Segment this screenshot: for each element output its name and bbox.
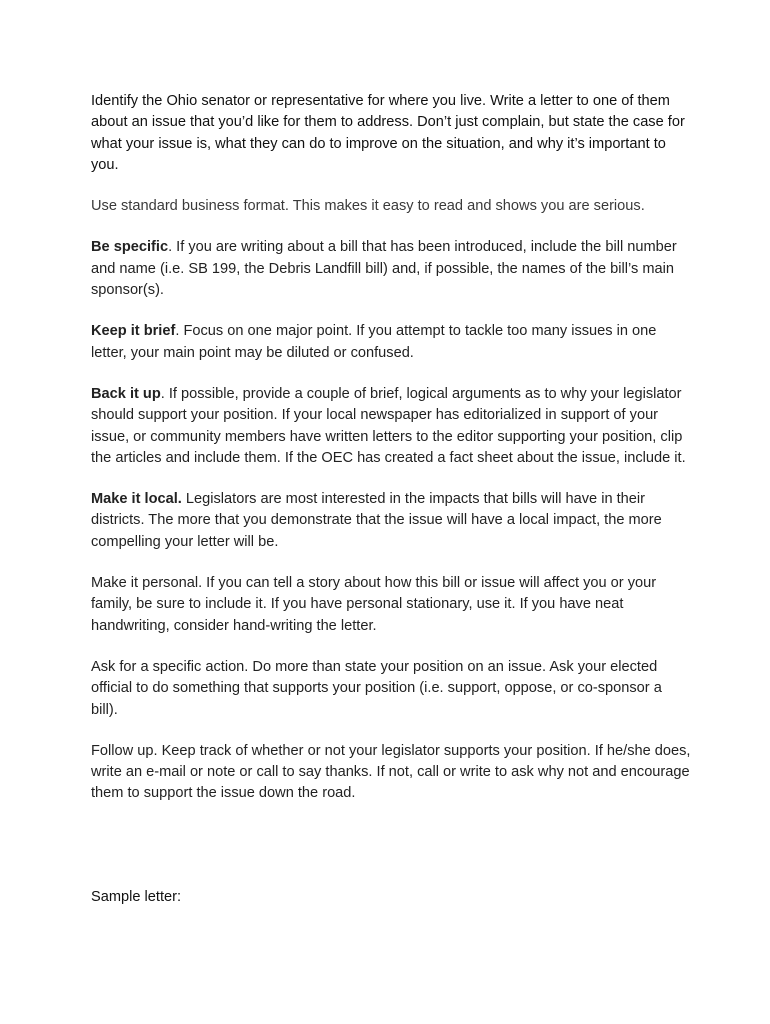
- tip-text: . If possible, provide a couple of brief, logical arguments as to why your legislator should support your position. If your local newspaper has editorialized in support of your issue, or community members have written letters to the editor supporting your position, clip the articles and include them. If the OEC has created a fact sheet about the issue, include it.: [91, 385, 686, 466]
- tip-heading: Make it local.: [91, 491, 182, 508]
- tip-back-it-up: [91, 384, 691, 469]
- tip-keep-it-brief: [91, 321, 691, 364]
- tip-follow-up: Follow up. Keep track of whether or not your legislator supports your position. If he/she does, write an e-mail or note or call to say thanks. If not, call or write to ask why not and encourage them to support the issue down the road.: [91, 742, 691, 802]
- sample-letter-label: Sample letter:: [91, 889, 182, 905]
- tip-be-specific: [91, 237, 691, 301]
- document-body: [91, 91, 691, 825]
- tip-text: . If you are writing about a bill that has been introduced, include the bill number and name (i.e. SB 199, the Debris Landfill bill) and, if possible, the names of the bill’s main sponsor(s).: [91, 239, 677, 299]
- tip-heading: Keep it brief: [91, 323, 176, 340]
- tip-ask-for-action: Ask for a specific action. Do more than state your position on an issue. Ask your elected official to do something that supports your position (i.e. support, oppose, or co-sponsor a bill).: [91, 658, 662, 718]
- tip-heading: Back it up: [91, 385, 161, 402]
- tip-text: Legislators are most interested in the impacts that bills will have in their districts. The more that you demonstrate that the issue will have a local impact, the more compelling your letter will be.: [91, 491, 662, 550]
- intro-paragraph: Identify the Ohio senator or representative for where you live. Write a letter to one of them about an issue that you’d like for them to address. Don’t just complain, but state the case for what your issue is, what they can do to improve on the situation, and why it’s important to you.: [91, 93, 685, 173]
- tip-make-it-personal: Make it personal. If you can tell a story about how this bill or issue will affect you or your family, be sure to include it. If you have personal stationary, use it. If you have neat handwriting, consider hand-writing the letter.: [91, 575, 657, 634]
- tip-text: . Focus on one major point. If you attempt to tackle too many issues in one letter, your main point may be diluted or confused.: [91, 323, 657, 361]
- tip-make-it-local: [91, 489, 691, 553]
- format-tip-paragraph: Use standard business format. This makes it easy to read and shows you are serious.: [91, 198, 645, 215]
- tip-heading: Be specific: [91, 239, 169, 256]
